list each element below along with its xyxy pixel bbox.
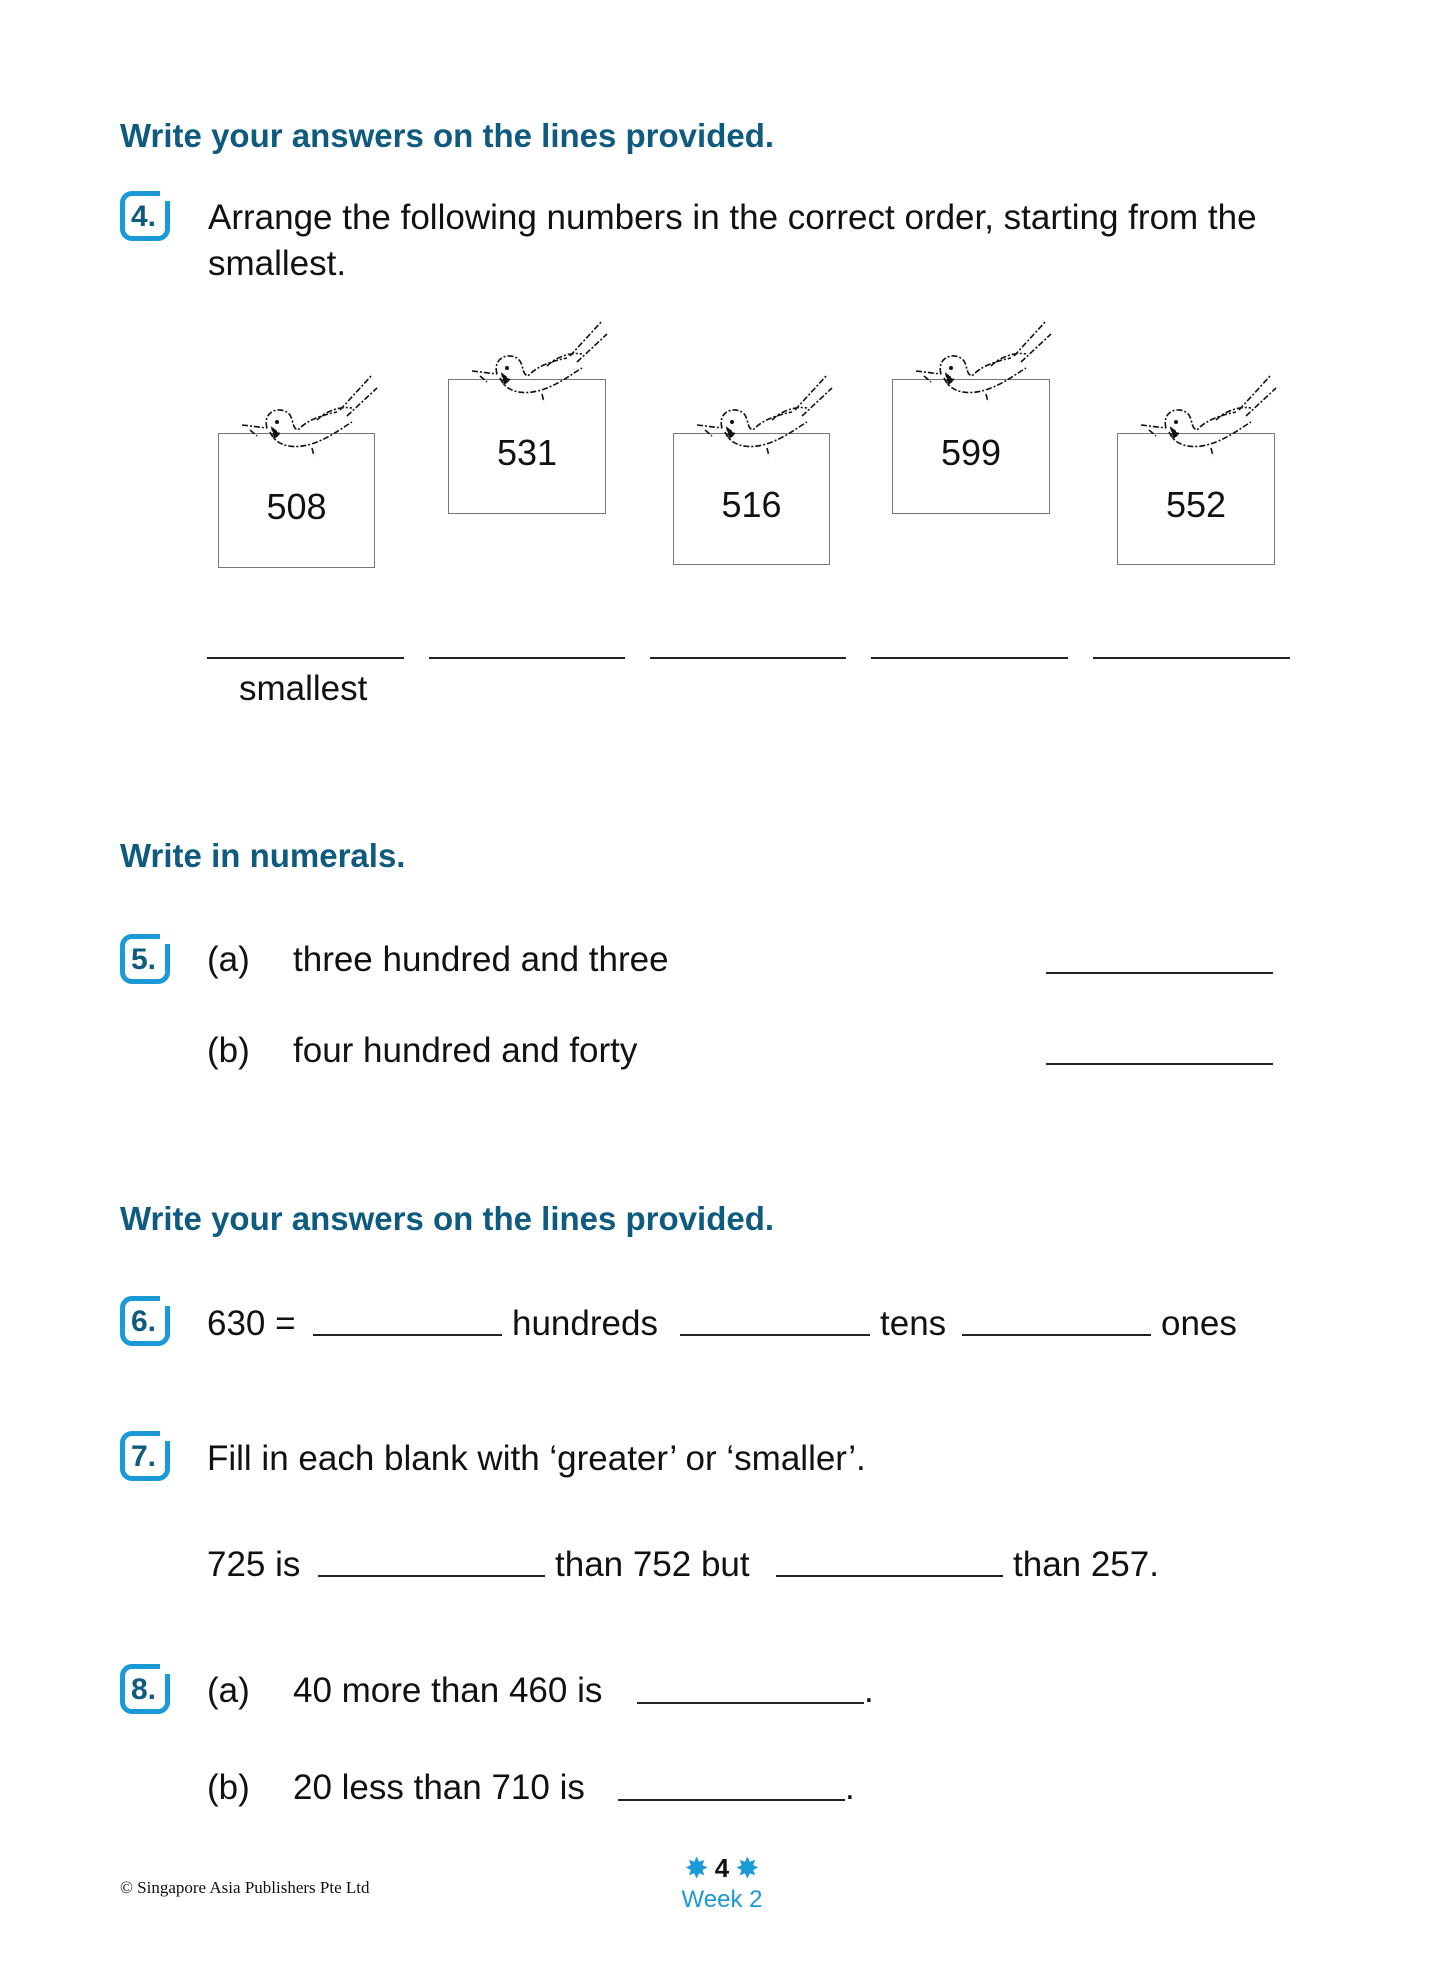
answer-line[interactable]	[618, 1799, 845, 1801]
question-number-badge	[120, 191, 170, 241]
period: .	[845, 1768, 855, 1807]
answer-line[interactable]	[313, 1334, 502, 1336]
answer-line[interactable]	[680, 1334, 870, 1336]
equation-lhs: 630 =	[207, 1304, 296, 1343]
card-number: 531	[496, 432, 558, 473]
bird-icon	[452, 316, 612, 406]
answer-line[interactable]	[871, 657, 1068, 659]
part-label: (b)	[207, 1768, 250, 1807]
card-number: 552	[1165, 484, 1227, 525]
smallest-label: smallest	[239, 669, 368, 708]
question-text: Fill in each blank with ‘greater’ or ‘smaller’.	[207, 1439, 866, 1478]
section-heading: Write in numerals.	[120, 837, 406, 874]
star-icon: ✸	[685, 1853, 708, 1883]
answer-line[interactable]	[650, 657, 846, 659]
card-number: 516	[721, 484, 782, 525]
part-label: (a)	[207, 940, 250, 979]
hundreds-label: hundreds	[512, 1304, 658, 1343]
question-number-badge	[120, 1664, 170, 1714]
question-number: 7.	[131, 1440, 157, 1473]
sentence-part: 725 is	[207, 1545, 301, 1584]
part-text: 40 more than 460 is	[293, 1671, 603, 1710]
answer-line[interactable]	[776, 1575, 1003, 1577]
sentence-part: than 752 but	[555, 1545, 750, 1584]
bird-icon	[677, 370, 837, 460]
answer-line[interactable]	[1093, 657, 1290, 659]
section-heading: Write your answers on the lines provided.	[120, 1200, 775, 1237]
tens-label: tens	[880, 1304, 947, 1343]
answer-line[interactable]	[637, 1702, 864, 1704]
bird-icon	[1121, 370, 1281, 460]
part-text: four hundred and forty	[293, 1031, 638, 1070]
page-number-row	[672, 1852, 772, 1884]
answer-line[interactable]	[429, 657, 625, 659]
part-text: three hundred and three	[293, 940, 669, 979]
sentence-part: than 257.	[1013, 1545, 1159, 1584]
answer-line[interactable]	[318, 1575, 545, 1577]
period: .	[864, 1671, 874, 1710]
week-label: Week 2	[681, 1886, 763, 1913]
question-number-badge	[120, 1296, 170, 1346]
question-number-badge	[120, 934, 170, 984]
part-text: 20 less than 710 is	[293, 1768, 585, 1807]
question-text: smallest.	[208, 244, 347, 283]
question-text: Arrange the following numbers in the correct order, starting from the	[208, 198, 1257, 237]
question-number: 4.	[131, 200, 157, 233]
answer-line[interactable]	[962, 1334, 1151, 1336]
bird-icon	[222, 370, 382, 460]
question-number: 8.	[131, 1673, 157, 1706]
page-number: 4	[714, 1853, 730, 1883]
question-number-badge	[120, 1431, 170, 1481]
bird-icon	[896, 316, 1056, 406]
copyright: © Singapore Asia Publishers Pte Ltd	[120, 1878, 370, 1897]
answer-line[interactable]	[1046, 1063, 1273, 1065]
answer-line[interactable]	[207, 657, 404, 659]
section-heading: Write your answers on the lines provided.	[120, 117, 775, 154]
card-number: 599	[940, 432, 1002, 473]
part-label: (a)	[207, 1671, 250, 1710]
ones-label: ones	[1161, 1304, 1237, 1343]
question-number: 6.	[131, 1305, 157, 1338]
card-number: 508	[266, 486, 327, 527]
part-label: (b)	[207, 1031, 250, 1070]
question-number: 5.	[131, 943, 157, 976]
star-icon: ✸	[736, 1853, 759, 1883]
answer-line[interactable]	[1046, 972, 1273, 974]
